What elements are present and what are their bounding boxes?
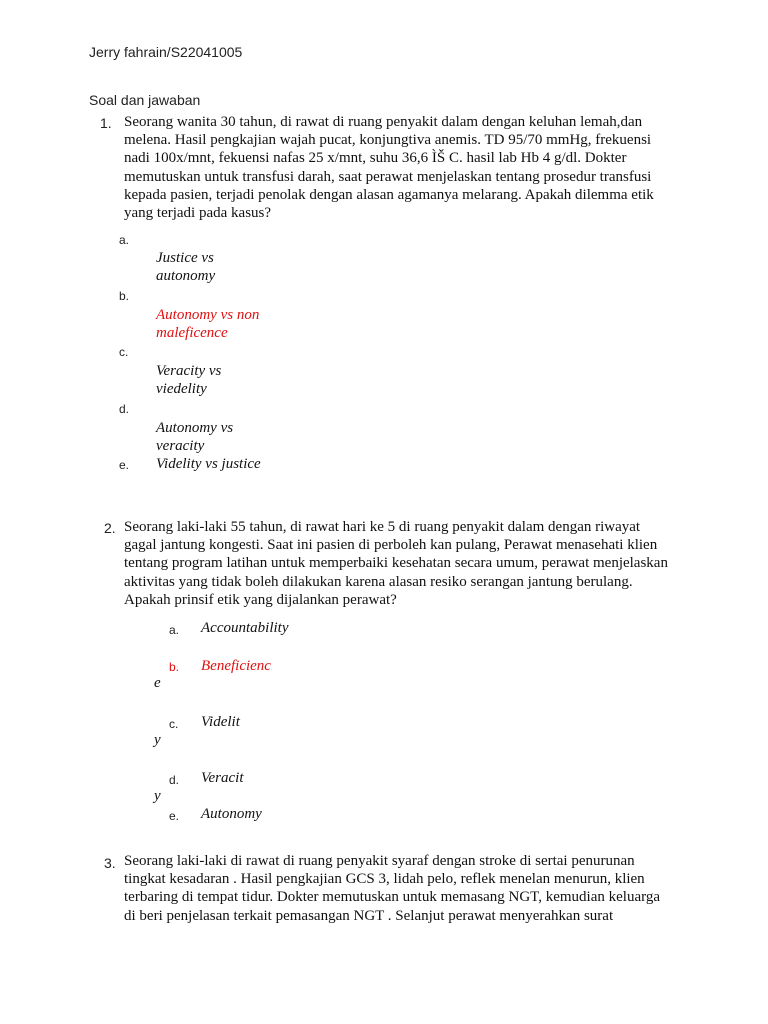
option-label: e.	[119, 458, 130, 472]
question-line: kepada pasien, terjadi penolak dengan alasan agamanya melarang. Apakah dilemma etik	[124, 186, 654, 203]
option-label: a.	[169, 623, 180, 637]
question-line: tentang program latihan untuk memperbaiki kesehatan secara umum, perawat menjelaskan	[124, 555, 668, 572]
section-heading: Soal dan jawaban	[89, 92, 201, 108]
question-text	[124, 518, 684, 609]
option-text: Autonomy	[201, 806, 262, 822]
question-line: nadi 100x/mnt, fekuensi nafas 25 x/mnt, suhu 36,6 ÌŠ C. hasil lab Hb 4 g/dl. Dokter	[124, 150, 627, 167]
option-label: d.	[119, 402, 130, 416]
question-line: gagal jantung kongesti. Saat ini pasien di perboleh kan pulang, Perawat menasehati klien	[124, 537, 658, 554]
question-line: tingkat kesadaran . Hasil pengkajian GCS 3, lidah pelo, reflek menelan menurun, klien	[124, 871, 645, 888]
question-line: di beri penjelasan terkait pemasangan NGT . Selanjut perawat menyerahkan surat	[124, 907, 614, 924]
option-label: c.	[169, 717, 179, 731]
option-label: c.	[119, 345, 129, 359]
question-line: melena. Hasil pengkajian wajah pucat, konjungtiva anemis. TD 95/70 mmHg, frekuensi	[124, 132, 652, 149]
question-line: Apakah prinsif etik yang dijalankan perawat?	[124, 591, 397, 608]
option-label: e.	[169, 809, 180, 823]
correct-answer-text: Autonomy vs non	[156, 307, 260, 323]
question-text	[124, 852, 684, 925]
option-text: y	[154, 732, 161, 748]
question-number: 3.	[104, 855, 116, 871]
option-text: autonomy	[156, 268, 216, 284]
question-line: Seorang laki-laki di rawat di ruang penyakit syaraf dengan stroke di sertai penurunan	[124, 853, 635, 869]
question-line: terbaring di tempat tidur. Dokter memutuskan untuk memasang NGT, kemudian keluarga	[124, 889, 660, 906]
option-text: Justice vs	[156, 250, 214, 266]
question-line: aktivitas yang tidak boleh dilakukan karena alasan resiko serangan jantung berulang.	[124, 573, 633, 590]
question-line: Seorang wanita 30 tahun, di rawat di ruang penyakit dalam dengan keluhan lemah,dan	[124, 114, 643, 130]
option-label: b.	[169, 660, 180, 674]
question-number: 2.	[104, 520, 116, 536]
option-text: viedelity	[156, 381, 207, 397]
question-text	[124, 113, 684, 222]
question-line: yang terjadi pada kasus?	[124, 205, 272, 222]
correct-answer-text: Beneficienc	[201, 658, 271, 674]
correct-answer-text: maleficence	[156, 325, 228, 341]
option-label: a.	[119, 233, 130, 247]
option-text: Videlity vs justice	[156, 456, 261, 472]
correct-answer-text: e	[154, 675, 161, 691]
question-number: 1.	[100, 115, 112, 131]
option-text: Autonomy vs	[156, 420, 234, 436]
option-label: d.	[169, 773, 180, 787]
option-text: Videlit	[201, 714, 240, 730]
question-line: Seorang laki-laki 55 tahun, di rawat hari ke 5 di ruang penyakit dalam dengan riwayat	[124, 519, 641, 535]
option-text: Accountability	[201, 620, 289, 636]
option-label: b.	[119, 289, 130, 303]
option-text: Veracit	[201, 770, 244, 786]
question-line: memutuskan untuk transfusi darah, saat perawat menjelaskan tentang prosedur transfusi	[124, 168, 652, 185]
author-line: Jerry fahrain/S22041005	[89, 44, 243, 60]
option-text: veracity	[156, 438, 205, 454]
option-text: y	[154, 788, 161, 804]
option-text: Veracity vs	[156, 363, 222, 379]
